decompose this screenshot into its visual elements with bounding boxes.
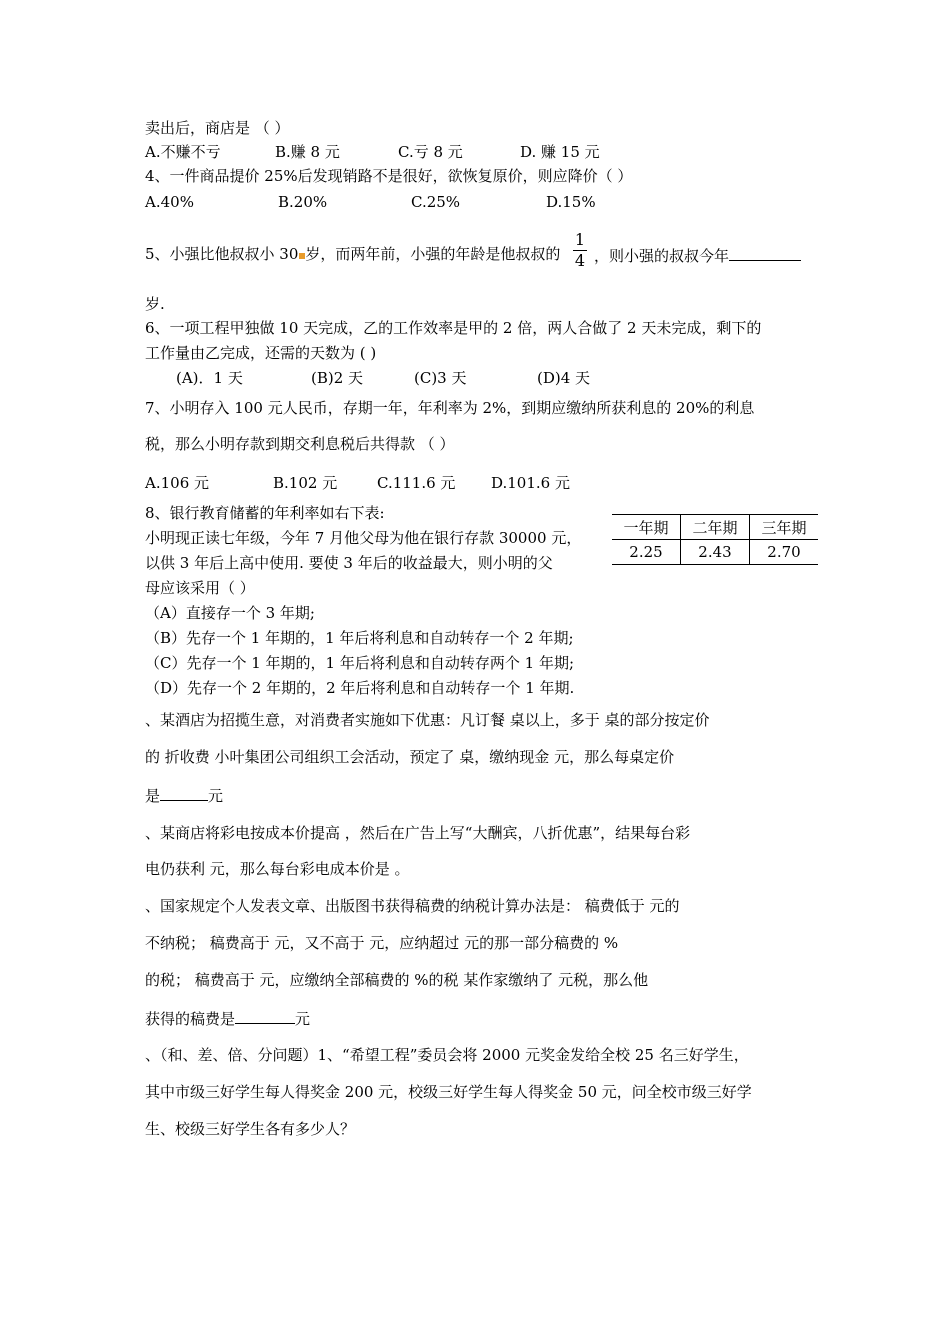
q6-option-b: (B)2 天 xyxy=(311,369,364,387)
q5-after xyxy=(594,244,801,266)
q7-option-a: A.106 元 xyxy=(145,474,209,492)
q9-line3-pre: 是 xyxy=(145,787,161,805)
q3-option-a: A.不赚不亏 xyxy=(145,143,221,161)
q5-suffix: 岁，而两年前，小强的年龄是他叔叔的 xyxy=(305,245,561,263)
q9-line1: 、某酒店为招揽生意，对消费者实施如下优惠：凡订餐 桌以上，多于 桌的部分按定价 xyxy=(145,711,710,729)
q11-line4-pre: 获得的稿费是 xyxy=(145,1010,236,1028)
rate-header-2yr: 二年期 xyxy=(681,515,750,540)
q11-line1: 、国家规定个人发表文章、出版图书获得稿费的纳税计算办法是： 稿费低于 元的 xyxy=(145,897,680,915)
q11-answer-blank xyxy=(235,1007,295,1024)
q3-tail-text: 卖出后，商店是 （ ） xyxy=(145,119,290,137)
q6-option-c: (C)3 天 xyxy=(414,369,467,387)
q7-line2: 税，那么小明存款到期交利息税后共得款 （ ） xyxy=(145,435,455,453)
q12-line3: 生、校级三好学生各有多少人？ xyxy=(145,1120,356,1138)
q8-line2: 小明现正读七年级，今年 7 月他父母为他在银行存款 30000 元， xyxy=(145,529,582,547)
q5-answer-blank xyxy=(729,244,801,261)
q11-line2: 不纳税； 稿费高于 元，又不高于 元，应纳超过 元的那一部分稿费的 % xyxy=(145,934,619,952)
q4-option-d: D.15% xyxy=(546,193,596,211)
q10-line1: 、某商店将彩电按成本价提高 ，然后在广告上写“大酬宾，八折优惠”，结果每台彩 xyxy=(145,824,691,842)
q10-line2: 电仍获利 元，那么每台彩电成本价是 。 xyxy=(145,860,410,878)
q6-option-d: (D)4 天 xyxy=(537,369,591,387)
q5-frac-den: 4 xyxy=(574,251,586,270)
q8-line1: 8、银行教育储蓄的年利率如右下表: xyxy=(145,504,385,522)
q6-line1: 6、一项工程甲独做 10 天完成，乙的工作效率是甲的 2 倍，两人合做了 2 天未完成，剩下的 xyxy=(145,319,762,337)
q11-line4-post: 元 xyxy=(295,1010,311,1028)
q8-choice-a: （A）直接存一个 3 年期; xyxy=(145,604,315,622)
q3-option-b: B.赚 8 元 xyxy=(275,143,340,161)
rate-value-2yr: 2.43 xyxy=(681,540,750,565)
q11-line3: 的税； 稿费高于 元，应缴纳全部稿费的 %的税 某作家缴纳了 元税，那么他 xyxy=(145,971,649,989)
q7-option-c: C.111.6 元 xyxy=(377,474,456,492)
q5-end: 岁. xyxy=(145,295,165,313)
q7-option-b: B.102 元 xyxy=(273,474,338,492)
q6-option-a: (A)．1 天 xyxy=(176,369,243,387)
rate-value-3yr: 2.70 xyxy=(750,540,819,565)
q9-line2: 的 折收费 小叶集团公司组织工会活动，预定了 桌，缴纳现金 元，那么每桌定价 xyxy=(145,748,675,766)
q4-option-b: B.20% xyxy=(278,193,328,211)
q8-line3: 以供 3 年后上高中使用. 要使 3 年后的收益最大，则小明的父 xyxy=(145,554,553,572)
q6-options xyxy=(176,368,590,388)
q4-text: 4、一件商品提价 25%后发现销路不是很好，欲恢复原价，则应降价（ ） xyxy=(145,167,633,185)
q8-choice-b: （B）先存一个 1 年期的，1 年后将利息和自动转存一个 2 年期; xyxy=(145,629,574,647)
q5-after-text: ，则小强的叔叔今年 xyxy=(594,247,730,265)
q5-text xyxy=(145,244,560,264)
q9-answer-blank xyxy=(160,784,208,801)
q11-line4 xyxy=(145,1007,310,1029)
q6-line2: 工作量由乙完成，还需的天数为 ( ) xyxy=(145,344,377,362)
interest-rate-table xyxy=(612,514,818,565)
q3-options xyxy=(145,142,600,162)
q5-prefix: 5、小强比他叔叔小 3 xyxy=(145,245,289,263)
q7-line1: 7、小明存入 100 元人民币，存期一年，年利率为 2%，到期应缴纳所获利息的 20%的利息 xyxy=(145,399,755,417)
q7-option-d: D.101.6 元 xyxy=(491,474,570,492)
rate-header-1yr: 一年期 xyxy=(612,515,681,540)
q9-line3 xyxy=(145,784,223,806)
q3-option-d: D. 赚 15 元 xyxy=(520,143,600,161)
rate-value-1yr: 2.25 xyxy=(612,540,681,565)
rate-header-3yr: 三年期 xyxy=(750,515,819,540)
q8-line4: 母应该采用（ ） xyxy=(145,579,255,597)
q4-options xyxy=(145,192,596,212)
q5-mid-digit: 0 xyxy=(288,245,299,263)
q7-options xyxy=(145,473,570,493)
q3-option-c: C.亏 8 元 xyxy=(398,143,463,161)
q4-option-c: C.25% xyxy=(411,193,461,211)
q12-line2: 其中市级三好学生每人得奖金 200 元，校级三好学生每人得奖金 50 元，问全校市级三好学 xyxy=(145,1083,752,1101)
q12-line1: 、（和、差、倍、分问题）1、“希望工程”委员会将 2000 元奖金发给全校 25 名三好学生， xyxy=(145,1046,749,1064)
q8-choice-d: （D）先存一个 2 年期的，2 年后将利息和自动转存一个 1 年期. xyxy=(145,679,575,697)
q9-line3-post: 元 xyxy=(208,787,224,805)
q8-choice-c: （C）先存一个 1 年期的，1 年后将利息和自动转存两个 1 年期; xyxy=(145,654,575,672)
q5-frac-num: 1 xyxy=(574,230,586,249)
q4-option-a: A.40% xyxy=(145,193,194,211)
q5-fraction xyxy=(573,231,587,270)
